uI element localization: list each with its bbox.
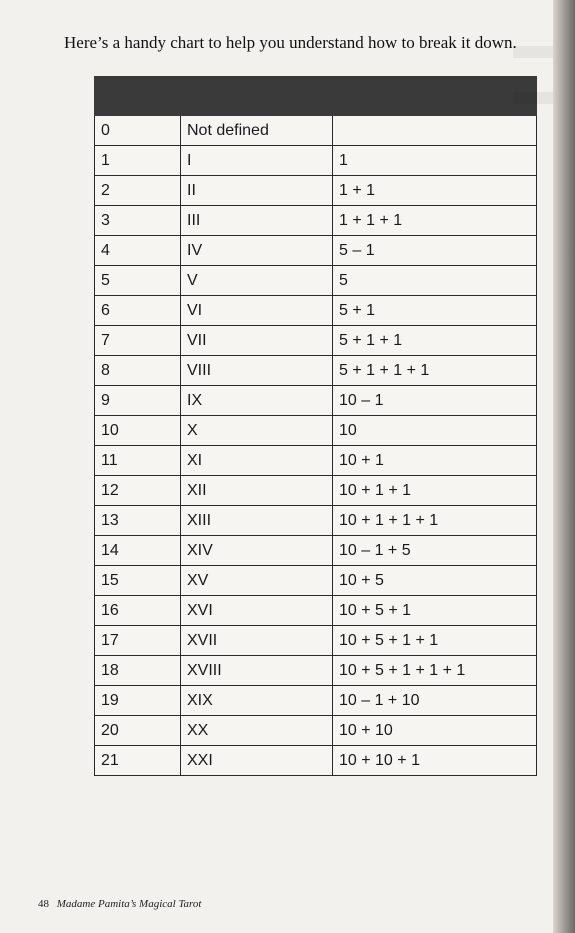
- arabic-number-cell: 1: [95, 146, 181, 176]
- arabic-number-cell: 16: [95, 596, 181, 626]
- table-row: [95, 566, 537, 596]
- arabic-number-cell: 10: [95, 416, 181, 446]
- roman-numeral-cell: III: [181, 206, 333, 236]
- header-cell: [181, 77, 333, 116]
- roman-numeral-cell: II: [181, 176, 333, 206]
- table-row: [95, 596, 537, 626]
- table-row: [95, 746, 537, 776]
- roman-numeral-cell: XVII: [181, 626, 333, 656]
- roman-numeral-cell: VI: [181, 296, 333, 326]
- roman-numeral-cell: XI: [181, 446, 333, 476]
- numeral-chart-table: [94, 76, 537, 776]
- breakdown-cell: 10 + 10 + 1: [333, 746, 537, 776]
- table-row: [95, 656, 537, 686]
- breakdown-cell: 5 – 1: [333, 236, 537, 266]
- breakdown-cell: 1: [333, 146, 537, 176]
- intro-text: Here’s a handy chart to help you understand how to break it down.: [64, 33, 517, 52]
- table-row: [95, 176, 537, 206]
- bleed-through-mark: [513, 92, 553, 104]
- breakdown-cell: 10 + 10: [333, 716, 537, 746]
- book-spine-shadow: [553, 0, 575, 933]
- breakdown-cell: 10 + 1 + 1 + 1: [333, 506, 537, 536]
- page-number: 48: [38, 898, 49, 910]
- arabic-number-cell: 15: [95, 566, 181, 596]
- breakdown-cell: 10 + 5 + 1: [333, 596, 537, 626]
- table-row: [95, 626, 537, 656]
- page-footer: [38, 898, 202, 910]
- table-row: [95, 146, 537, 176]
- arabic-number-cell: 18: [95, 656, 181, 686]
- table-row: [95, 206, 537, 236]
- arabic-number-cell: 0: [95, 116, 181, 146]
- table-row: [95, 326, 537, 356]
- table-row: [95, 686, 537, 716]
- breakdown-cell: 10 – 1 + 10: [333, 686, 537, 716]
- arabic-number-cell: 11: [95, 446, 181, 476]
- roman-numeral-cell: IX: [181, 386, 333, 416]
- breakdown-cell: 1 + 1: [333, 176, 537, 206]
- roman-numeral-cell: XIV: [181, 536, 333, 566]
- breakdown-cell: 5: [333, 266, 537, 296]
- arabic-number-cell: 7: [95, 326, 181, 356]
- arabic-number-cell: 20: [95, 716, 181, 746]
- roman-numeral-cell: I: [181, 146, 333, 176]
- breakdown-cell: 10 – 1 + 5: [333, 536, 537, 566]
- arabic-number-cell: 13: [95, 506, 181, 536]
- breakdown-cell: 10 + 5 + 1 + 1: [333, 626, 537, 656]
- table-row: [95, 386, 537, 416]
- arabic-number-cell: 21: [95, 746, 181, 776]
- arabic-number-cell: 8: [95, 356, 181, 386]
- arabic-number-cell: 17: [95, 626, 181, 656]
- running-title: Madame Pamita’s Magical Tarot: [56, 898, 202, 910]
- breakdown-cell: 10 + 1: [333, 446, 537, 476]
- roman-numeral-cell: XVI: [181, 596, 333, 626]
- table-row: [95, 296, 537, 326]
- table-row: [95, 356, 537, 386]
- table-body: [95, 116, 537, 776]
- roman-numeral-cell: XV: [181, 566, 333, 596]
- table-row: [95, 716, 537, 746]
- roman-numeral-cell: XII: [181, 476, 333, 506]
- table-row: [95, 476, 537, 506]
- table-row: [95, 416, 537, 446]
- header-cell: [333, 77, 537, 116]
- table-header-row: [95, 77, 537, 116]
- breakdown-cell: 5 + 1 + 1 + 1: [333, 356, 537, 386]
- roman-numeral-cell: X: [181, 416, 333, 446]
- arabic-number-cell: 12: [95, 476, 181, 506]
- breakdown-cell: 10 + 5 + 1 + 1 + 1: [333, 656, 537, 686]
- breakdown-cell: 10 – 1: [333, 386, 537, 416]
- table-row: [95, 266, 537, 296]
- arabic-number-cell: 6: [95, 296, 181, 326]
- breakdown-cell: [333, 116, 537, 146]
- roman-numeral-cell: Not defined: [181, 116, 333, 146]
- arabic-number-cell: 19: [95, 686, 181, 716]
- arabic-number-cell: 9: [95, 386, 181, 416]
- breakdown-cell: 5 + 1 + 1: [333, 326, 537, 356]
- arabic-number-cell: 4: [95, 236, 181, 266]
- roman-numeral-cell: XIII: [181, 506, 333, 536]
- arabic-number-cell: 2: [95, 176, 181, 206]
- breakdown-cell: 10 + 1 + 1: [333, 476, 537, 506]
- arabic-number-cell: 5: [95, 266, 181, 296]
- table-row: [95, 506, 537, 536]
- table-row: [95, 446, 537, 476]
- header-cell: [95, 77, 181, 116]
- bleed-through-mark: [513, 46, 553, 58]
- arabic-number-cell: 14: [95, 536, 181, 566]
- roman-numeral-cell: XXI: [181, 746, 333, 776]
- roman-numeral-cell: XIX: [181, 686, 333, 716]
- breakdown-cell: 10 + 5: [333, 566, 537, 596]
- breakdown-cell: 5 + 1: [333, 296, 537, 326]
- breakdown-cell: 1 + 1 + 1: [333, 206, 537, 236]
- breakdown-cell: 10: [333, 416, 537, 446]
- roman-numeral-cell: VIII: [181, 356, 333, 386]
- roman-numeral-cell: VII: [181, 326, 333, 356]
- roman-numeral-cell: XX: [181, 716, 333, 746]
- roman-numeral-cell: V: [181, 266, 333, 296]
- roman-numeral-cell: XVIII: [181, 656, 333, 686]
- table-row: [95, 116, 537, 146]
- roman-numeral-cell: IV: [181, 236, 333, 266]
- arabic-number-cell: 3: [95, 206, 181, 236]
- table-row: [95, 236, 537, 266]
- table-row: [95, 536, 537, 566]
